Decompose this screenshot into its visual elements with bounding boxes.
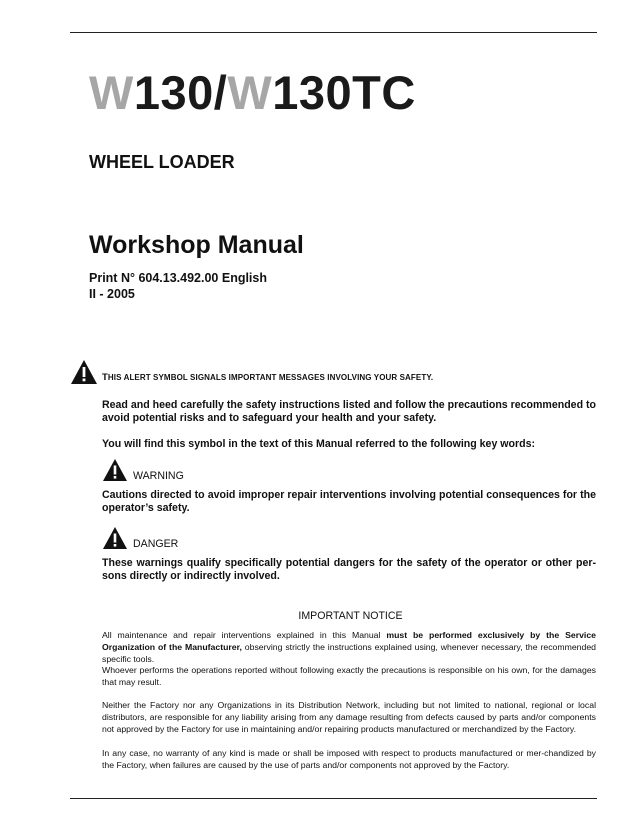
notice-title: IMPORTANT NOTICE: [298, 610, 403, 622]
notice-paragraph-2: Neither the Factory nor any Organizations in its Distribution Network, including but not limited to national, regional or local distributors, are responsible for any liability arising from any damage resulting from defects caused by parts and/or components not approved by the Factory for use in maintaining and/or repairing products manufactured or merchandized by the Factory.: [102, 700, 596, 734]
safety-intro: Read and heed carefully the safety instructions listed and follow the precautions recommended to avoid potential risks and to safeguard your health and your safety.: [102, 399, 596, 424]
print-info: [89, 270, 267, 302]
safety-alert-text: THIS ALERT SYMBOL SIGNALS IMPORTANT MESSAGES INVOLVING YOUR SAFETY.: [102, 372, 434, 383]
notice-paragraph-3: In any case, no warranty of any kind is made or shall be imposed with respect to products manufactured or mer-chandized by the Factory, when failures are caused by the use of parts and/or components not approved by the Factory.: [102, 748, 596, 770]
key-words-intro: You will find this symbol in the text of this Manual referred to the following key words:: [102, 438, 536, 450]
top-rule: [70, 32, 597, 33]
model-title: [89, 66, 416, 120]
warning-text: Cautions directed to avoid improper repair interventions involving potential consequences for the operator’s safety.: [102, 489, 596, 514]
notice-paragraph-1: All maintenance and repair interventions explained in this Manual must be performed exclusively by the Service Organization of the Manufacturer, observing strictly the instructions explained using, whenever necessary, the recommended specific tools. Whoever performs the operations reported without following exactly the precautions is responsible on his own, for the damages that may result.: [102, 630, 596, 688]
warning-label: WARNING: [133, 470, 184, 482]
print-date: II - 2005: [89, 287, 135, 301]
print-number: Print N° 604.13.492.00 English: [89, 271, 267, 285]
warning-triangle-icon: [70, 359, 98, 385]
title-model-number: 130/: [133, 66, 228, 119]
danger-text: These warnings qualify specifically potential dangers for the safety of the operator or other per-sons directly or indirectly involved.: [102, 557, 596, 582]
product-type: WHEEL LOADER: [89, 152, 235, 172]
warning-triangle-icon: [102, 526, 128, 550]
safety-alert-line: [70, 359, 600, 385]
title-model-number: 130TC: [272, 66, 416, 119]
danger-label: DANGER: [133, 538, 179, 550]
title-letter-w: W: [227, 66, 273, 119]
manual-title: Workshop Manual: [89, 231, 304, 259]
warning-triangle-icon: [102, 458, 128, 482]
title-letter-w: W: [89, 66, 134, 119]
bottom-rule: [70, 798, 597, 799]
